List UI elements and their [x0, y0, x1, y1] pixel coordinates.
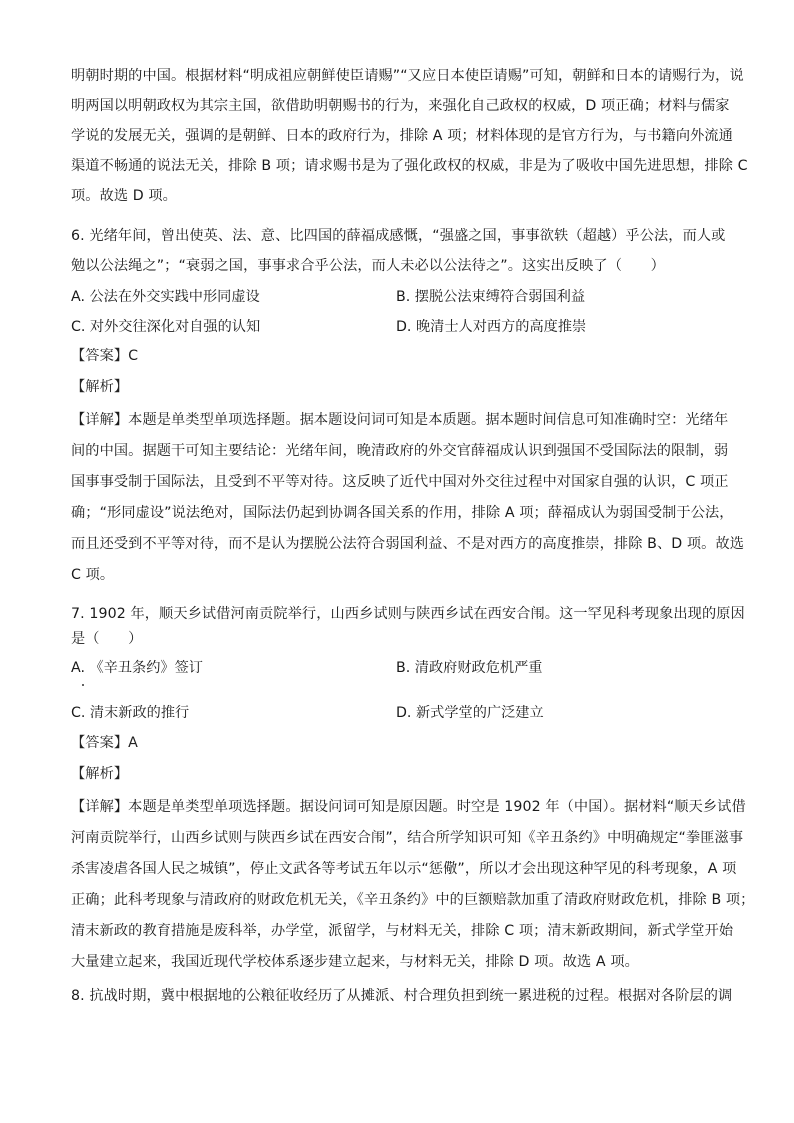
text-line: 明两国以明朝政权为其宗主国，欲借助明朝赐书的行为，来强化自己政权的权威，D 项正确；材料与儒家	[71, 98, 730, 114]
text-line: 明朝时期的中国。根据材料“明成祖应朝鲜使臣请赐”“又应日本使臣请赐”可知，朝鲜和日本的请赐行为，说	[71, 68, 744, 84]
question-7-stem: 7. 1902 年，顺天乡试借河南贡院举行，山西乡试则与陕西乡试在西安合闱。这一罕见科考现象出现的原因	[71, 606, 745, 622]
detail-line: 国事事受制于国际法，且受到不平等对待。这反映了近代中国对外交往过程中对国家自强的认识，C 项正	[71, 474, 729, 490]
analysis-label: 【解析】	[71, 379, 129, 395]
question-6-stem: 勉以公法绳之”；“衰弱之国，事事求合乎公法，而人未必以公法待之”。这实出反映了（ ）	[71, 258, 665, 274]
detail-line: 确；“形同虚设”说法绝对，国际法仍起到协调各国关系的作用，排除 A 项；薛福成认为弱国受制于公法，	[71, 505, 734, 521]
detail-line: 【详解】本题是单类型单项选择题。据本题设问词可知是本质题。据本题时间信息可知准确时空：光绪年	[71, 412, 729, 428]
text-line: 渠道不畅通的说法无关，排除 B 项；请求赐书是为了强化政权的权威，非是为了吸收中国先进思想，排除 C	[71, 158, 748, 174]
text-line: 项。故选 D 项。	[71, 188, 177, 204]
option-c: C. 对外交往深化对自强的认知	[71, 319, 261, 335]
detail-line: C 项。	[71, 567, 115, 583]
detail-line: 【详解】本题是单类型单项选择题。据设问词可知是原因题。时空是 1902 年（中国）。据材料“顺天乡试借	[71, 799, 746, 815]
option-b: B. 摆脱公法束缚符合弱国利益	[396, 289, 586, 305]
question-7-stem: 是（ ）	[71, 631, 143, 647]
answer-label: 【答案】A	[71, 735, 138, 751]
detail-line: 间的中国。据题干可知主要结论：光绪年间，晚清政府的外交官薛福成认识到强国不受国际法的限制，弱	[71, 443, 729, 459]
detail-line: 河南贡院举行，山西乡试则与陕西乡试在西安合闱”，结合所学知识可知《辛丑条约》中明确规定“拳匪滋事	[71, 830, 744, 846]
option-a: A. 《辛丑条约》签订	[71, 660, 203, 676]
analysis-label: 【解析】	[71, 766, 129, 782]
detail-line: 正确；此科考现象与清政府的财政危机无关，《辛丑条约》中的巨额赔款加重了清政府财政危机，排除 B 项；	[71, 892, 755, 908]
option-d: D. 晚清士人对西方的高度推崇	[396, 319, 587, 335]
detail-line: 而且还受到不平等对待，而不是认为摆脱公法符合弱国利益、不是对西方的高度推崇，排除 B、D 项。故选	[71, 536, 745, 552]
detail-line: 清末新政的教育措施是废科举，办学堂，派留学，与材料无关，排除 C 项；清末新政期间，新式学堂开始	[71, 923, 734, 939]
stray-dot	[82, 684, 84, 686]
detail-line: 杀害凌虐各国人民之城镇”，停止文武各等考试五年以示“惩儆”，所以才会出现这种罕见的科考现象，A 项	[71, 861, 737, 877]
answer-label: 【答案】C	[71, 348, 139, 364]
detail-line: 大量建立起来，我国近现代学校体系逐步建立起来，与材料无关，排除 D 项。故选 A 项。	[71, 954, 639, 970]
question-6-stem: 6. 光绪年间，曾出使英、法、意、比四国的薛福成感慨，“强盛之国，事事欲轶（超越）乎公法，而人或	[71, 228, 726, 244]
option-c: C. 清末新政的推行	[71, 705, 190, 721]
option-d: D. 新式学堂的广泛建立	[396, 705, 544, 721]
text-line: 学说的发展无关，强调的是朝鲜、日本的政府行为，排除 A 项；材料体现的是官方行为，与书籍向外流通	[71, 128, 733, 144]
option-b: B. 清政府财政危机严重	[396, 660, 543, 676]
option-a: A. 公法在外交实践中形同虚设	[71, 289, 260, 305]
question-8-stem: 8. 抗战时期，冀中根据地的公粮征收经历了从摊派、村合理负担到统一累进税的过程。根据对各阶层的调	[71, 988, 733, 1004]
